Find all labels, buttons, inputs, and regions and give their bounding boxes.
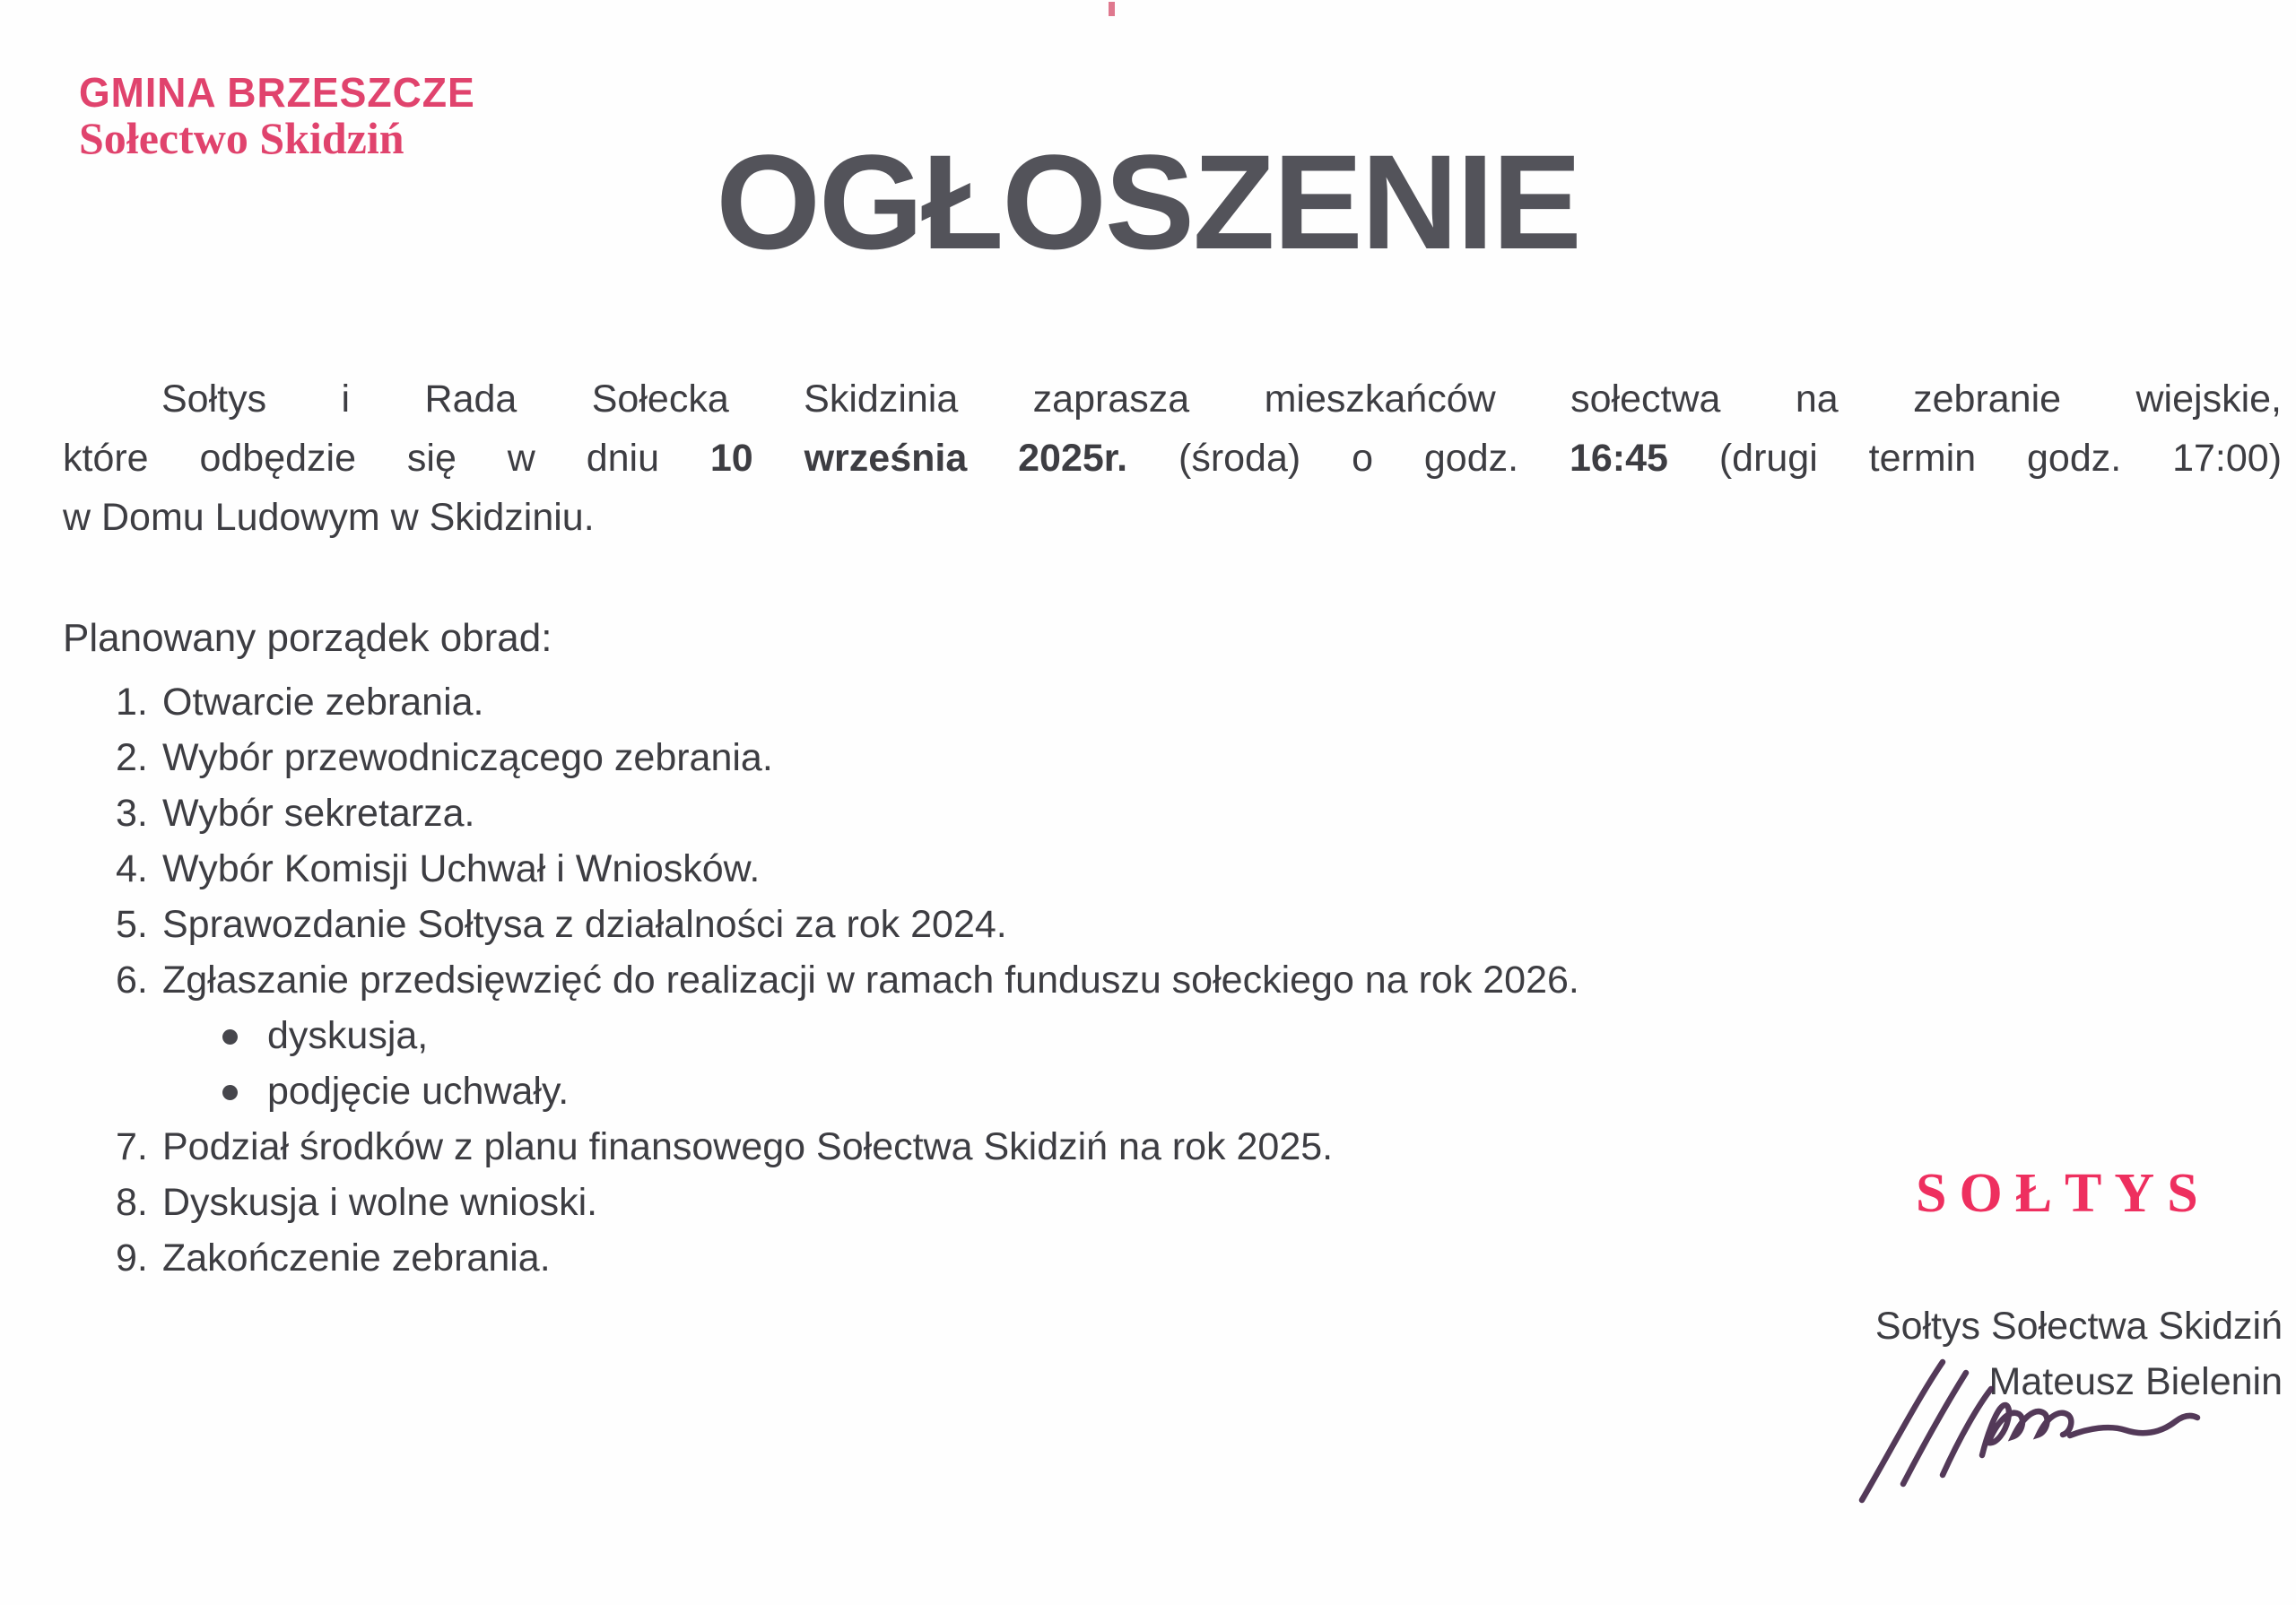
soltys-stamp: SOŁTYS bbox=[1916, 1163, 2211, 1224]
intro-paragraph bbox=[63, 369, 2282, 547]
agenda-item-text: Otwarcie zebrania. bbox=[162, 681, 484, 724]
page-title: OGŁOSZENIE bbox=[716, 126, 1580, 277]
intro-line-2 bbox=[63, 429, 2282, 488]
agenda-item bbox=[63, 1230, 2282, 1286]
agenda-item-number: 2. bbox=[116, 736, 148, 779]
agenda-sub-bullet bbox=[63, 1063, 2282, 1119]
bullet-icon bbox=[222, 1029, 238, 1045]
meeting-time: 16:45 bbox=[1569, 437, 1668, 480]
stamp-municipality-name: GMINA BRZESZCZE bbox=[79, 69, 475, 116]
signer-role: Sołtys Sołectwa Skidziń bbox=[1874, 1305, 2283, 1348]
agenda-item bbox=[63, 841, 2282, 897]
agenda-bullet-text: dyskusja, bbox=[267, 1014, 429, 1057]
agenda-item-text: Podział środków z planu finansowego Sołectwa Skidziń na rok 2025. bbox=[162, 1125, 1334, 1168]
agenda-item bbox=[63, 730, 2282, 785]
agenda-item-number: 8. bbox=[116, 1181, 148, 1224]
agenda-item-text: Wybór sekretarza. bbox=[162, 792, 475, 835]
agenda-item-number: 1. bbox=[116, 681, 148, 724]
agenda-item bbox=[63, 785, 2282, 841]
agenda-heading: Planowany porządek obrad: bbox=[63, 616, 552, 660]
agenda-item-text: Wybór Komisji Uchwał i Wniosków. bbox=[162, 847, 761, 890]
municipal-stamp bbox=[79, 69, 487, 163]
agenda-item-number: 7. bbox=[116, 1125, 148, 1168]
intro-line-3: w Domu Ludowym w Skidziniu. bbox=[63, 496, 595, 539]
agenda-item-text: Wybór przewodniczącego zebrania. bbox=[162, 736, 773, 779]
bullet-icon bbox=[222, 1085, 238, 1100]
signature-block bbox=[1875, 1298, 2283, 1410]
agenda-item-number: 6. bbox=[116, 959, 148, 1002]
agenda-item-number: 3. bbox=[116, 792, 148, 835]
intro-line-2-mid: (środa) o godz. bbox=[1127, 437, 1570, 480]
agenda-item-number: 9. bbox=[116, 1236, 148, 1280]
agenda-item bbox=[63, 952, 2282, 1008]
signer-name: Mateusz Bielenin bbox=[1988, 1360, 2283, 1403]
agenda-item-number: 5. bbox=[116, 903, 148, 946]
agenda-sub-bullet bbox=[63, 1008, 2282, 1063]
agenda-item bbox=[63, 897, 2282, 952]
document-body bbox=[63, 269, 2282, 1286]
stamp-village-name: Sołectwo Skidziń bbox=[79, 112, 404, 163]
agenda-item-number: 4. bbox=[116, 847, 148, 890]
intro-line-1-text: Sołtys i Rada Sołecka Skidzinia zaprasza mieszkańców sołectwa na zebranie wiejskie, bbox=[161, 377, 2282, 421]
scan-artifact-mark bbox=[1109, 2, 1115, 16]
intro-line-2-pre: które odbędzie się w dniu bbox=[63, 437, 710, 480]
meeting-date: 10 września 2025r. bbox=[709, 437, 1128, 480]
agenda-item bbox=[63, 674, 2282, 730]
intro-line-1 bbox=[63, 369, 2282, 429]
intro-line-2-post: (drugi termin godz. 17:00) bbox=[1667, 437, 2283, 480]
agenda-bullet-text: podjęcie uchwały. bbox=[267, 1070, 570, 1113]
agenda-item-text: Zgłaszanie przedsięwzięć do realizacji w ramach funduszu sołeckiego na rok 2026. bbox=[162, 959, 1579, 1002]
agenda-item-text: Zakończenie zebrania. bbox=[162, 1236, 551, 1280]
agenda-item-text: Sprawozdanie Sołtysa z działalności za rok 2024. bbox=[162, 903, 1007, 946]
agenda-item-text: Dyskusja i wolne wnioski. bbox=[162, 1181, 598, 1224]
